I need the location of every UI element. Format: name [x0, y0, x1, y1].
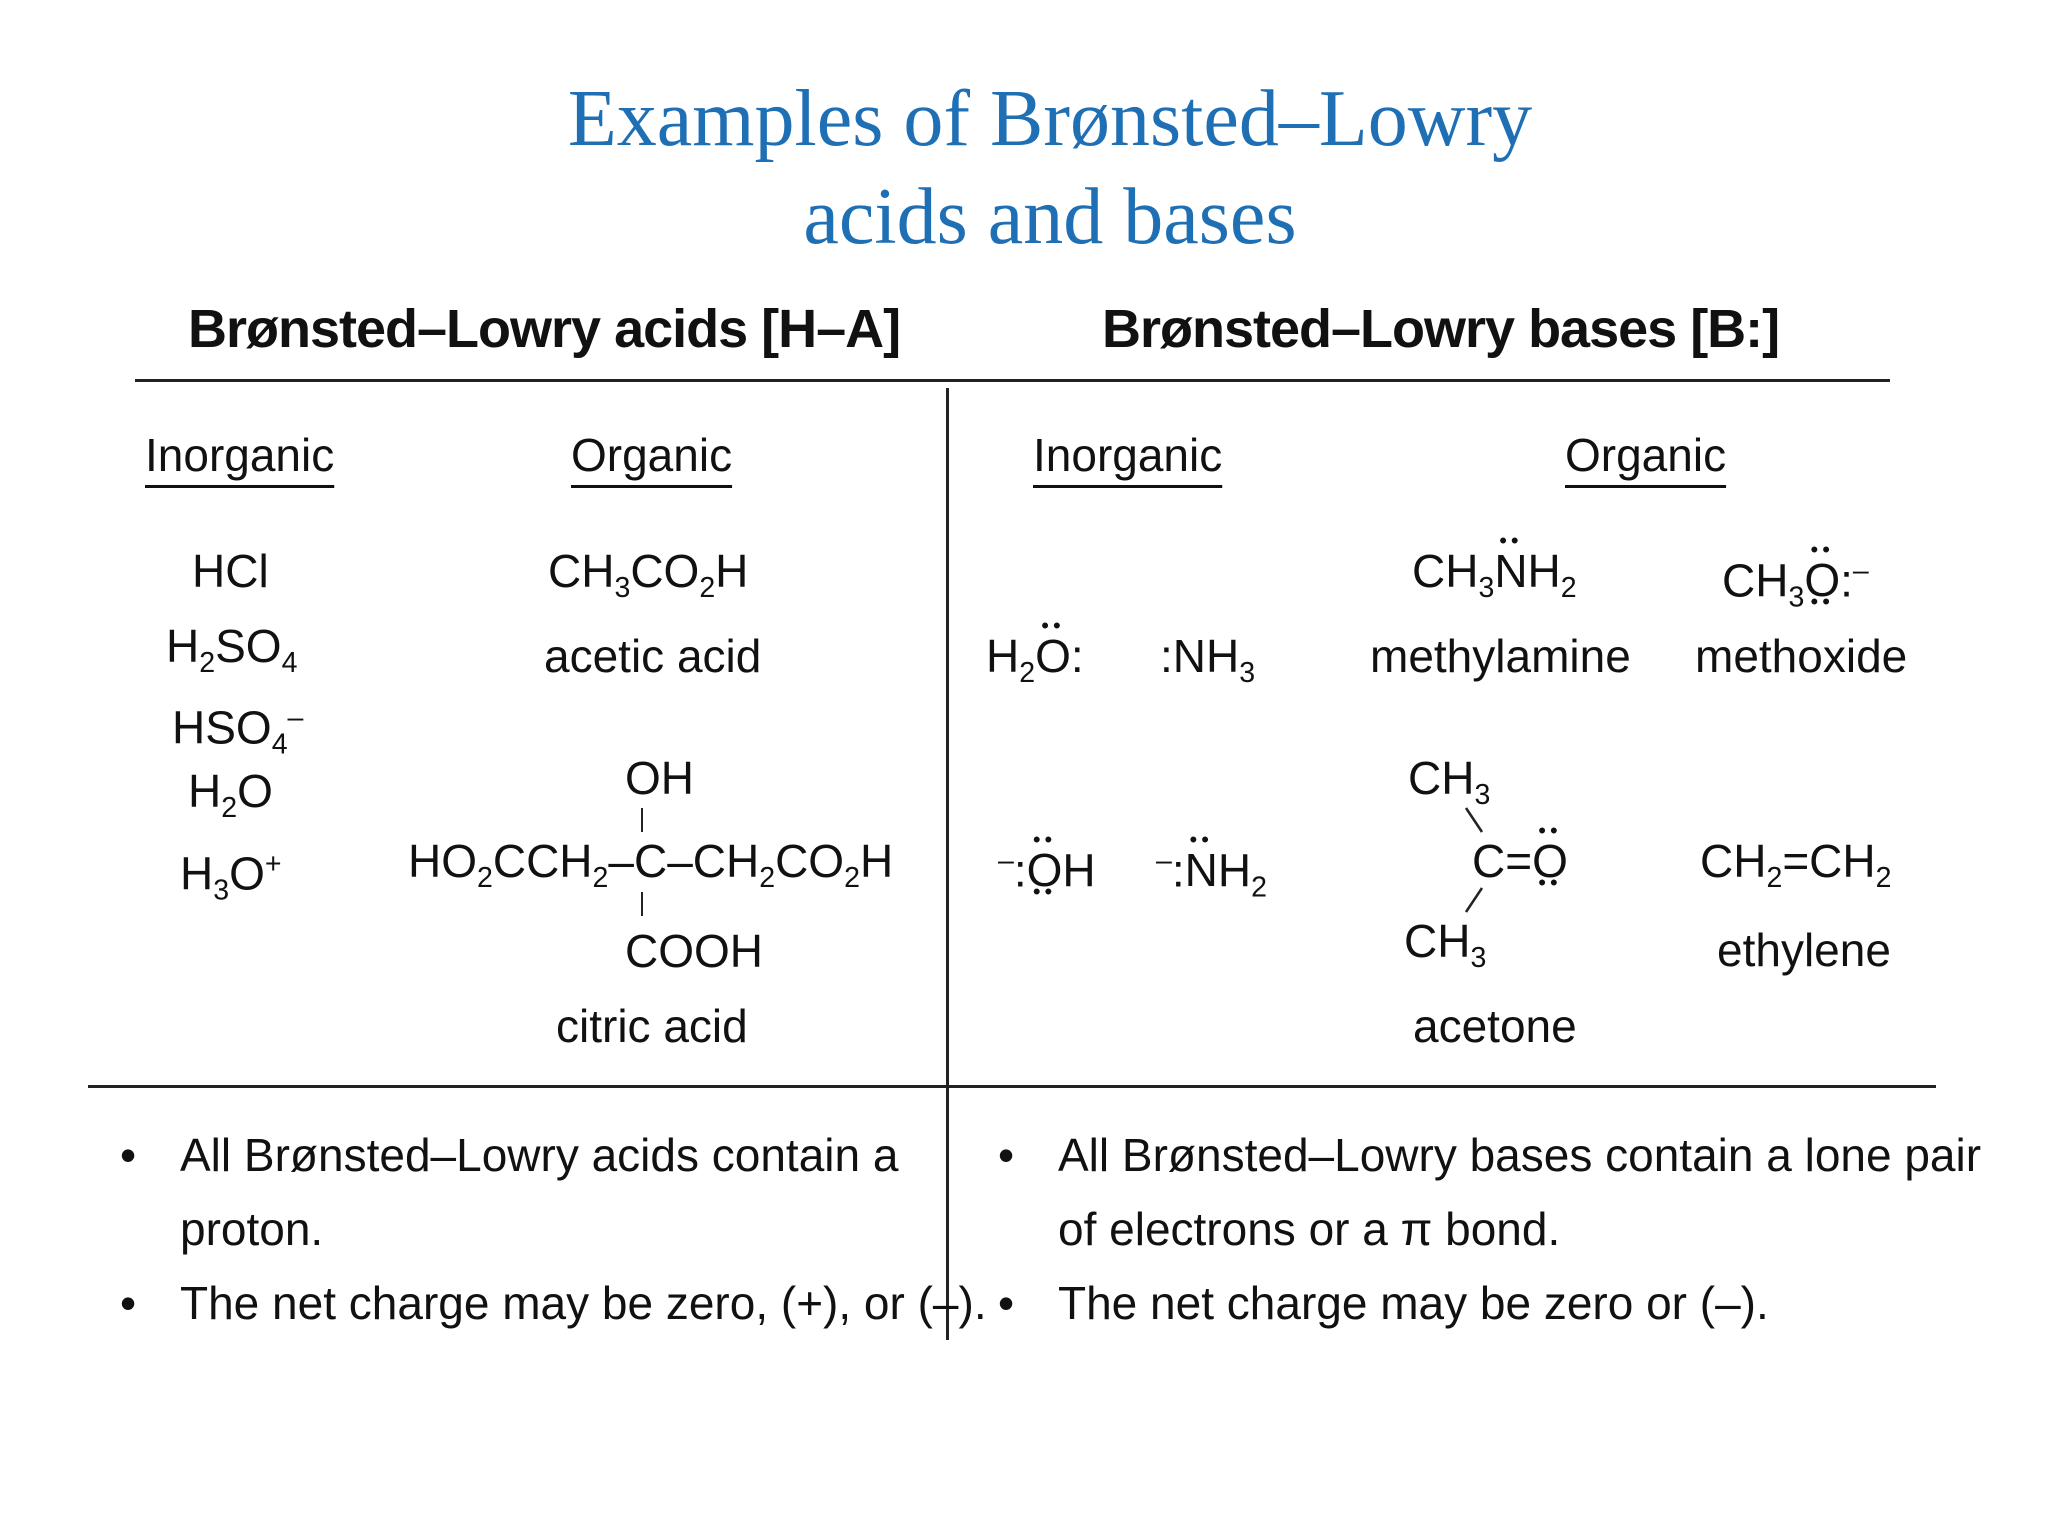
citric-bond-up — [641, 808, 643, 832]
formula-hso4: $HSO_4^-$ — [172, 701, 304, 761]
formula-h2so4: $H_2SO_4$ — [166, 620, 298, 680]
citric-oh: OH — [625, 752, 694, 804]
bases-bullets — [998, 1118, 1981, 1340]
bases-bullet-1: • All Brønsted–Lowry bases contain a lone pair — [998, 1118, 1981, 1192]
acids-bullets — [120, 1118, 987, 1340]
acids-inorganic-label: Inorganic — [145, 429, 335, 481]
methylamine-name: methylamine — [1370, 630, 1631, 682]
ethylene-name: ethylene — [1717, 924, 1891, 976]
acids-header: Brønsted–Lowry acids [H–A] — [188, 299, 901, 359]
formula-citric-acid: $HO_2CCH_2-C-CH_2CO_2H$ — [408, 835, 894, 895]
acids-bullet-1: • All Brønsted–Lowry acids contain a — [120, 1118, 987, 1192]
formula-h3o: $H_3O^+$ — [180, 847, 282, 907]
citric-bond-down — [641, 892, 643, 916]
footer-rule — [88, 1085, 1936, 1088]
title-line-2: acids and bases — [803, 173, 1297, 261]
acids-organic-label: Organic — [571, 429, 733, 481]
formula-hydroxide: –:•• O ••H — [998, 835, 1096, 896]
header-rule — [135, 379, 1890, 382]
bases-bullet-2: • The net charge may be zero or (–). — [998, 1266, 1981, 1340]
formula-acetone: C=•• O •• — [1472, 835, 1568, 887]
title-line-1: Examples of Brønsted–Lowry — [567, 75, 1533, 163]
acetic-acid-name: acetic acid — [544, 630, 762, 682]
citric-cooh: COOH — [625, 925, 763, 977]
formula-methylamine: $CH_3••$ $NH_2$ — [1412, 545, 1577, 614]
formula-methoxide: $CH_3••$ O ••:– — [1722, 545, 1869, 624]
formula-ammonia: $:NH_3$ — [1160, 630, 1256, 690]
acetone-name: acetone — [1413, 1000, 1577, 1052]
acetone-ch3-bottom: $CH_3$ — [1404, 915, 1487, 975]
bases-bullet-1-cont: of electrons or a π bond. — [1058, 1203, 1561, 1255]
formula-water-base: $H_2••$ O: — [986, 630, 1084, 699]
bases-organic-label: Organic — [1565, 429, 1727, 481]
acetone-ch3-top: $CH_3$ — [1408, 752, 1491, 812]
formula-amide: –:•• $NH_2$ — [1156, 835, 1267, 914]
formula-ethylene: $CH_2=CH_2$ — [1700, 835, 1892, 895]
bases-header: Brønsted–Lowry bases [B:] — [1102, 299, 1780, 359]
citric-acid-name: citric acid — [556, 1000, 748, 1052]
methoxide-name: methoxide — [1695, 630, 1908, 682]
formula-acetic-acid: $CH_3CO_2H$ — [548, 545, 749, 605]
acids-bullet-2: • The net charge may be zero, (+), or (–). — [120, 1266, 987, 1340]
formula-hcl: HCl — [192, 545, 269, 597]
formula-h2o: $H_2O$ — [188, 765, 273, 825]
acids-bullet-1-cont: proton. — [180, 1203, 324, 1255]
bases-inorganic-label: Inorganic — [1033, 429, 1223, 481]
